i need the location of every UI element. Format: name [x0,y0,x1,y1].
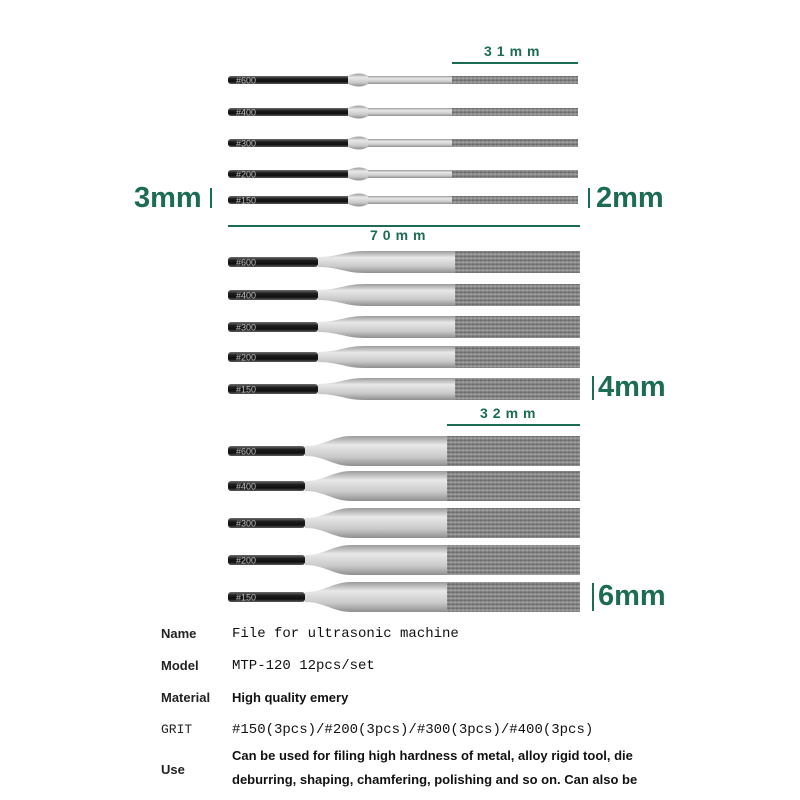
grit-label: #400 [236,481,257,492]
width-2mm-bar [588,188,590,208]
file-6mm-400 [228,471,580,501]
file-4mm-400 [228,284,580,306]
file-4mm-150 [228,378,580,400]
file-2mm-400 [228,106,578,119]
width-4mm-bar [592,376,594,400]
grit-label: #300 [236,518,257,529]
spec-value-model: MTP-120 12pcs/set [232,658,375,674]
spec-label-model: Model [161,658,199,673]
grit-label: #200 [236,169,257,180]
grit-label: #600 [236,257,257,268]
spec-label-name: Name [161,626,197,641]
file-2mm-200 [228,168,578,181]
bottom-length-line [447,424,580,426]
grit-label: #200 [236,352,257,363]
spec-value-material: High quality emery [232,690,349,705]
file-2mm-600 [228,74,578,87]
file-4mm-300 [228,316,580,338]
grit-label: #600 [236,75,257,86]
shank-diameter-bar [210,188,212,208]
width-6mm-bar [592,583,594,611]
width-4mm-label: 4mm [598,371,666,403]
grit-label: #150 [236,195,257,206]
spec-value-grit: #150(3pcs)/#200(3pcs)/#300(3pcs)/#400(3pcs) [232,722,594,738]
top-length-line [452,62,578,64]
grit-label: #150 [236,384,257,395]
top-length-label: 31mm [484,43,545,59]
shank-diameter-label: 3mm [134,182,202,214]
file-6mm-200 [228,545,580,575]
middle-length-label: 70mm [370,227,431,243]
file-4mm-600 [228,251,580,273]
file-2mm-150 [228,194,578,207]
spec-label-material: Material [161,690,211,705]
file-4mm-200 [228,346,580,368]
file-6mm-300 [228,508,580,538]
file-6mm-150 [228,582,580,612]
width-2mm-label: 2mm [596,182,664,214]
grit-label: #400 [236,107,257,118]
spec-label-grit: GRIT [161,722,193,737]
grit-label: #600 [236,446,257,457]
grit-label: #300 [236,138,257,149]
bottom-length-label: 32mm [480,405,541,421]
width-6mm-label: 6mm [598,580,666,612]
grit-label: #300 [236,322,257,333]
grit-label: #400 [236,290,257,301]
spec-value-name: File for ultrasonic machine [232,626,459,642]
grit-label: #200 [236,555,257,566]
file-6mm-600 [228,436,580,466]
spec-label-use: Use [161,762,185,777]
grit-label: #150 [236,592,257,603]
spec-value-use: Can be used for filing high hardness of metal, alloy rigid tool, die deburring, shaping, chamfering, polishing and so on. Can also be [232,748,638,787]
file-2mm-300 [228,137,578,150]
